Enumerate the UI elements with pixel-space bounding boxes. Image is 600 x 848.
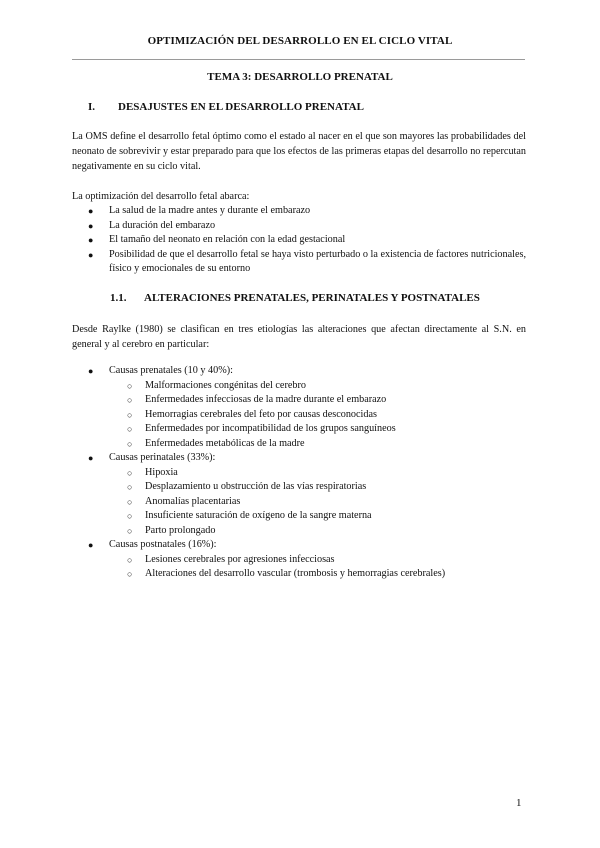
circle-bullet-icon: ○: [127, 438, 133, 449]
optimization-list: [72, 204, 526, 277]
sub-list-item: ○ Lesiones cerebrales por agresiones infecciosas: [109, 553, 526, 568]
list-intro: La optimización del desarrollo fetal abarca:: [72, 191, 250, 202]
bullet-icon: ●: [88, 206, 94, 216]
bullet-icon: ●: [88, 366, 94, 376]
circle-bullet-icon: ○: [127, 554, 133, 565]
sub-list: [109, 379, 526, 452]
list-item: ● El tamaño del neonato en relación con la edad gestacional: [72, 233, 526, 248]
document-title: TEMA 3: DESARROLLO PRENATAL: [207, 71, 393, 83]
circle-bullet-icon: ○: [127, 496, 133, 507]
section-1-paragraph: La OMS define el desarrollo fetal óptimo como el estado al nacer en el que son mayores las probabilidades del neonato de sobrevivir y estar preparado para que los efectos de las primeras etapas del desarrollo no repercutan negativamente en su ciclo vital.: [72, 131, 526, 172]
sub-list-item: ○ Malformaciones congénitas del cerebro: [109, 379, 526, 394]
circle-bullet-icon: ○: [127, 467, 133, 478]
section-title: ALTERACIONES PRENATALES, PERINATALES Y POSTNATALES: [144, 292, 480, 304]
section-1-1-paragraph: Desde Raylke (1980) se clasifican en tres etiologías las alteraciones que afectan directamente al S.N. en general y al cerebro en particular:: [72, 324, 526, 350]
list-item: ● Causas perinatales (33%): ○ Hipoxia ○ Desplazamiento u obstrucción de las vías respiratorias ○ Anomalías placentarias ○ Insuficiente saturación de oxígeno de la sangre materna ○ Parto prolongado: [72, 451, 526, 538]
bullet-icon: ●: [88, 220, 94, 231]
bullet-icon: ●: [88, 235, 94, 245]
sub-list-item: ○ Enfermedades por incompatibilidad de los grupos sanguíneos: [109, 422, 526, 437]
circle-bullet-icon: ○: [127, 395, 133, 405]
bullet-icon: ●: [88, 453, 94, 463]
sub-list-item: ○ Enfermedades infecciosas de la madre durante el embarazo: [109, 393, 526, 408]
section-number: 1.1.: [110, 292, 127, 304]
sub-list-item: ○ Hemorragias cerebrales del feto por causas desconocidas: [109, 408, 526, 423]
sub-list: [109, 553, 526, 582]
list-item: ● La salud de la madre antes y durante el embarazo: [72, 204, 526, 219]
circle-bullet-icon: ○: [127, 511, 133, 521]
circle-bullet-icon: ○: [127, 569, 133, 579]
sub-list-item: ○ Insuficiente saturación de oxígeno de la sangre materna: [109, 509, 526, 524]
header-divider: [72, 59, 525, 60]
bullet-icon: ●: [88, 249, 94, 260]
section-title: DESAJUSTES EN EL DESARROLLO PRENATAL: [118, 101, 364, 113]
list-item: ● Posibilidad de que el desarrollo fetal se haya visto perturbado o la existencia de factores nutricionales, físico y emocionales de su entorno: [88, 248, 526, 274]
sub-list-item: ○ Desplazamiento u obstrucción de las vías respiratorias: [109, 480, 526, 495]
list-item: ● La duración del embarazo: [72, 219, 526, 234]
sub-list-item: ○ Enfermedades metabólicas de la madre: [109, 437, 526, 452]
sub-list-item: ○ Hipoxia: [109, 466, 526, 481]
page-number: 1: [516, 797, 522, 809]
circle-bullet-icon: ○: [127, 424, 133, 434]
section-heading-1-1: [110, 292, 480, 304]
list-item: ● Causas prenatales (10 y 40%): ○ Malformaciones congénitas del cerebro ○ Enfermedades infecciosas de la madre durante el embarazo ○ Hemorragias cerebrales del feto por causas desconocidas ○ Enfermedades por incompatibilidad de los grupos sanguíneos ○ Enfermedades metabólicas de la madre: [72, 364, 526, 451]
sub-list: [109, 466, 526, 539]
sub-list-item: ○ Alteraciones del desarrollo vascular (trombosis y hemorragias cerebrales): [109, 567, 526, 582]
circle-bullet-icon: ○: [127, 482, 133, 492]
sub-list-item: ○ Parto prolongado: [109, 524, 526, 539]
list-item: ● Causas postnatales (16%): ○ Lesiones cerebrales por agresiones infecciosas ○ Alteraciones del desarrollo vascular (trombosis y hemorragias cerebrales): [72, 538, 526, 582]
page-header-title: OPTIMIZACIÓN DEL DESARROLLO EN EL CICLO VITAL: [147, 35, 453, 47]
circle-bullet-icon: ○: [127, 409, 133, 420]
causes-list: [72, 364, 526, 582]
sub-list-item: ○ Anomalías placentarias: [109, 495, 526, 510]
section-number: I.: [88, 101, 96, 113]
bullet-icon: ●: [88, 540, 94, 550]
circle-bullet-icon: ○: [127, 380, 133, 391]
circle-bullet-icon: ○: [127, 525, 133, 536]
section-heading-1: [88, 101, 364, 113]
